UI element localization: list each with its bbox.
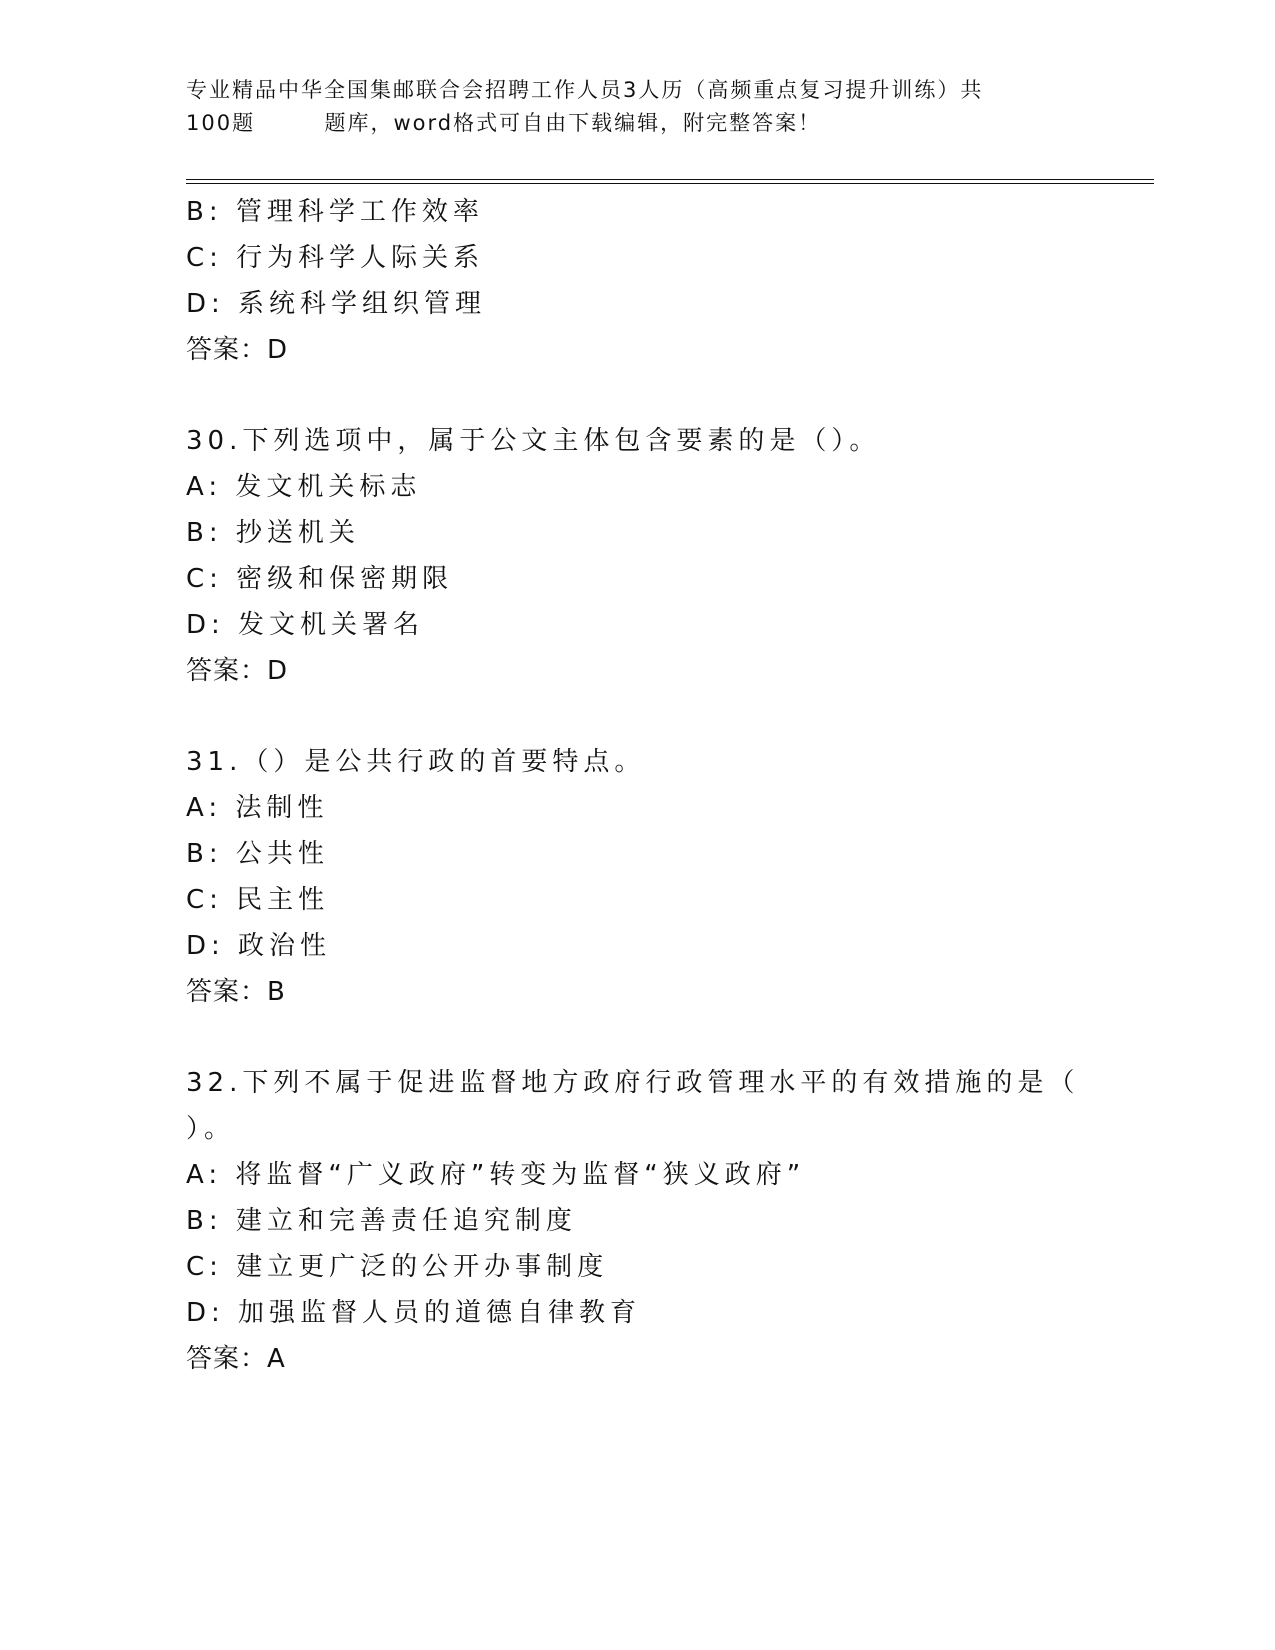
option-line: A: 法制性 — [186, 793, 329, 823]
header-title-line-1: 专业精品中华全国集邮联合会招聘工作人员3人历（高频重点复习提升训练）共 — [186, 78, 984, 102]
question-content — [186, 189, 1086, 1382]
option-line: B: 建立和完善责任追究制度 — [186, 1206, 577, 1236]
option-line: D: 加强监督人员的道德自律教育 — [186, 1298, 642, 1328]
question-stem: 32.下列不属于促进监督地方政府行政管理水平的有效措施的是（ — [186, 1068, 1080, 1098]
option-line: D: 政治性 — [186, 931, 332, 961]
document-header — [186, 74, 1086, 140]
header-title-line-2: 100题 题库，word格式可自由下载编辑，附完整答案！ — [186, 111, 822, 135]
question-stem: 31.（）是公共行政的首要特点。 — [186, 747, 646, 777]
header-divider-top — [186, 179, 1154, 180]
option-line: B: 公共性 — [186, 839, 329, 869]
option-line: D: 发文机关署名 — [186, 610, 425, 640]
option-line: D: 系统科学组织管理 — [186, 289, 487, 319]
option-line: C: 行为科学人际关系 — [186, 243, 485, 273]
question-stem-continued: ）。 — [186, 1114, 236, 1144]
option-line: C: 建立更广泛的公开办事制度 — [186, 1252, 609, 1282]
option-line: B: 管理科学工作效率 — [186, 197, 484, 227]
option-line: A: 发文机关标志 — [186, 472, 422, 502]
question-30 — [186, 418, 1086, 694]
answer-line: 答案：A — [186, 1344, 286, 1374]
option-line: C: 密级和保密期限 — [186, 564, 454, 594]
question-29-continuation — [186, 189, 1086, 373]
answer-line: 答案：B — [186, 977, 286, 1007]
option-line: C: 民主性 — [186, 885, 330, 915]
option-line: A: 将监督“广义政府”转变为监督“狭义政府” — [186, 1160, 806, 1190]
answer-line: 答案：D — [186, 656, 289, 686]
answer-line: 答案：D — [186, 335, 289, 365]
header-divider-bottom — [186, 183, 1154, 184]
question-31 — [186, 739, 1086, 1015]
option-line: B: 抄送机关 — [186, 518, 360, 548]
question-stem: 30.下列选项中，属于公文主体包含要素的是（）。 — [186, 426, 881, 456]
question-32 — [186, 1060, 1086, 1382]
